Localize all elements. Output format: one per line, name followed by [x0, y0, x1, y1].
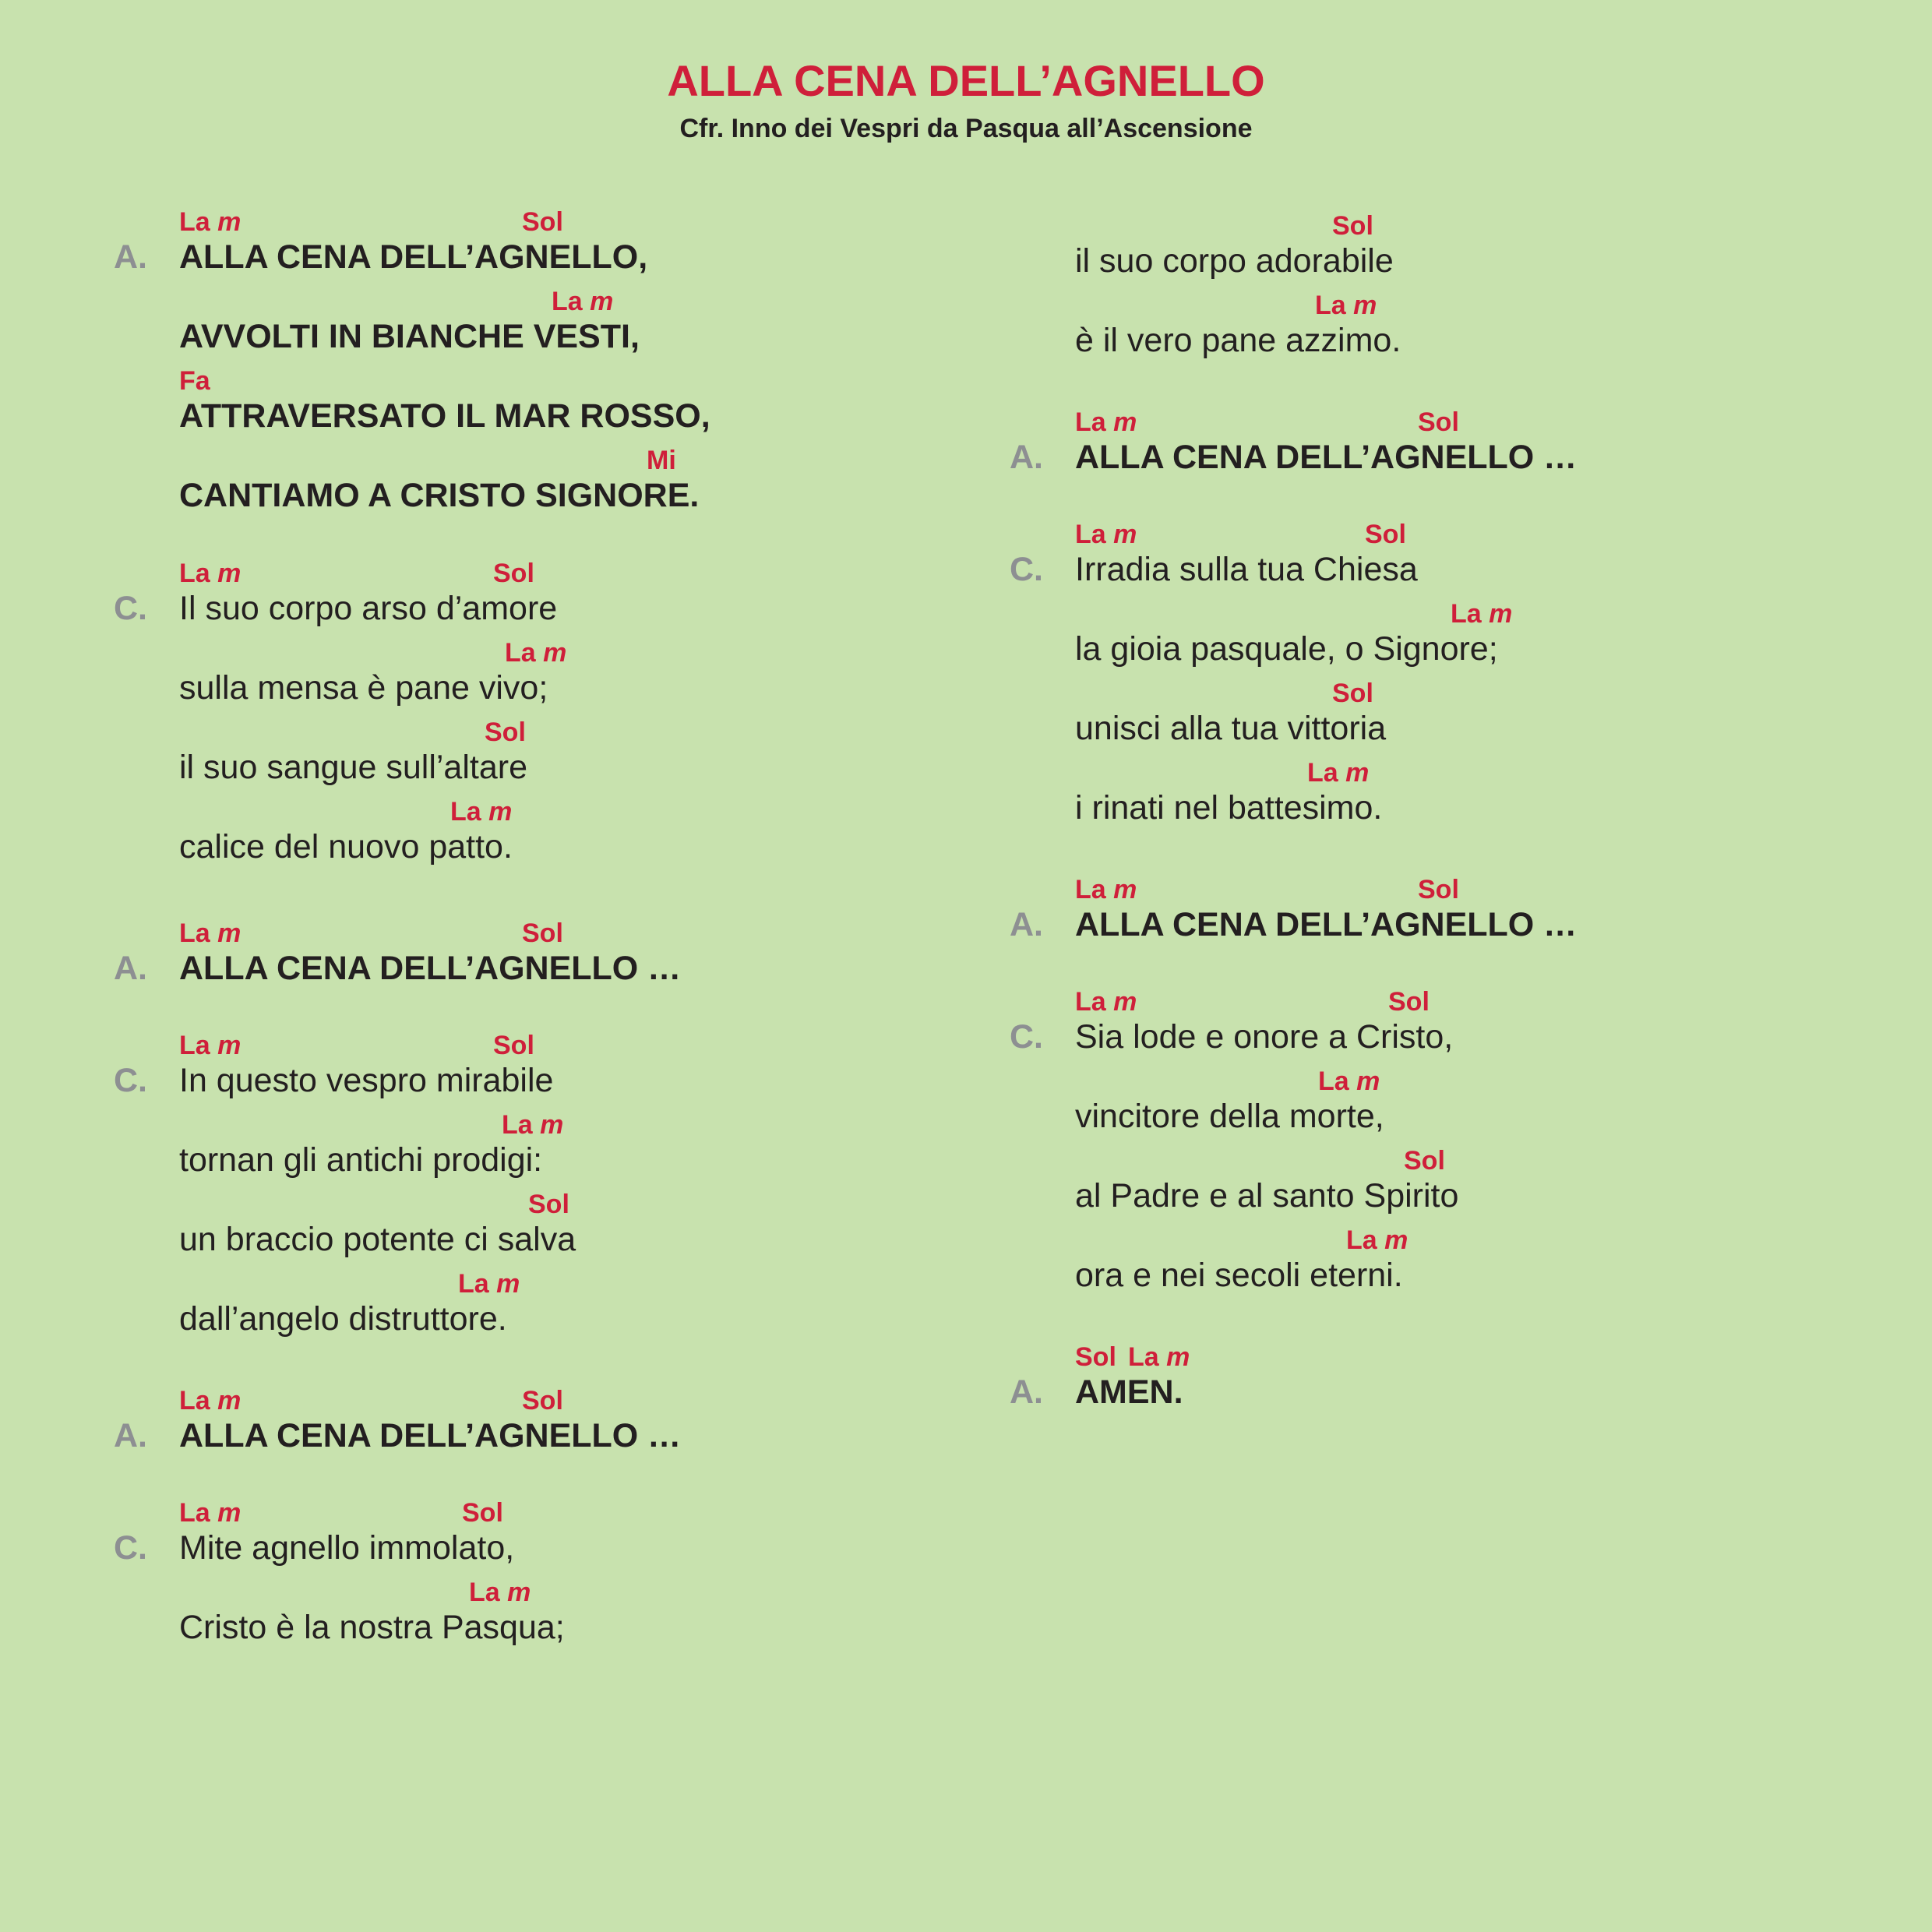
lyric-text: Mite agnello immolato, [179, 1529, 515, 1567]
chord-root: Sol [528, 1190, 569, 1219]
page-subtitle: Cfr. Inno dei Vespri da Pasqua all’Ascensione [679, 114, 1253, 143]
chord-minor: m [540, 1110, 564, 1140]
verse-marker: A. [114, 950, 147, 987]
chord [1332, 678, 1373, 709]
lyric-text: Il suo corpo arso d’amore [179, 590, 558, 627]
song-line [0, 1145, 1932, 1225]
chord-root: Sol [1418, 875, 1459, 904]
lyric-text: è il vero pane azzimo. [1075, 322, 1401, 359]
verse-marker: C. [114, 1062, 147, 1099]
chord [1128, 1341, 1190, 1373]
chord-root: La [1451, 599, 1482, 629]
chord-root: La [179, 559, 210, 588]
verse-marker: A. [1010, 439, 1043, 476]
chord [1418, 407, 1459, 438]
song-line [0, 986, 1932, 1066]
chord-root: La [505, 638, 536, 668]
chord [1365, 519, 1406, 550]
chord-minor: m [217, 559, 242, 588]
chord [1075, 407, 1137, 438]
chord-minor: m [1113, 520, 1137, 549]
chord-root: La [1318, 1066, 1349, 1096]
song-line [0, 407, 1932, 486]
chord-root: Sol [1365, 520, 1406, 549]
chord-root: La [502, 1110, 533, 1140]
lyric-text: In questo vespro mirabile [179, 1062, 554, 1099]
chord-minor: m [1113, 987, 1137, 1017]
chord-root: La [1075, 987, 1106, 1017]
chord-root: La [450, 797, 481, 827]
chord-root: La [1315, 291, 1346, 320]
chord-minor: m [217, 1031, 242, 1060]
chord-root: La [179, 1498, 210, 1528]
chord-minor: m [507, 1578, 531, 1607]
chord-root: Sol [462, 1498, 503, 1528]
chord-minor: m [1489, 599, 1513, 629]
verse-marker: C. [1010, 1018, 1043, 1056]
song-line [0, 290, 1932, 369]
chord-minor: m [590, 287, 614, 316]
chord-minor: m [496, 1269, 520, 1299]
chord-root: Fa [179, 366, 210, 396]
chord-root: Sol [485, 717, 526, 747]
chord [1388, 986, 1430, 1017]
lyric-text: unisci alla tua vittoria [1075, 710, 1387, 747]
verse-marker: A. [114, 1417, 147, 1454]
song-line [0, 1577, 1932, 1656]
lyric-text: ALLA CENA DELL’AGNELLO … [1075, 439, 1578, 476]
lyric-text: CANTIAMO A CRISTO SIGNORE. [179, 477, 700, 514]
chord-root: La [179, 918, 210, 948]
song-line [0, 210, 1932, 290]
lyric-text: al Padre e al santo Spirito [1075, 1177, 1459, 1215]
chord-root: La [1307, 758, 1338, 788]
lyric-text: il suo sangue sull’altare [179, 749, 527, 786]
lyric-text: un braccio potente ci salva [179, 1221, 576, 1258]
chord-root: Sol [1332, 679, 1373, 708]
chord [469, 1577, 531, 1608]
song-line [0, 757, 1932, 837]
lyric-text: ATTRAVERSATO IL MAR ROSSO, [179, 397, 710, 435]
chord [179, 1497, 241, 1528]
lyric-text: ALLA CENA DELL’AGNELLO … [179, 950, 682, 987]
chord-minor: m [217, 207, 242, 237]
chord-root: La [1075, 520, 1106, 549]
lyric-text: la gioia pasquale, o Signore; [1075, 630, 1498, 668]
chord-minor: m [1345, 758, 1370, 788]
lyric-text: ALLA CENA DELL’AGNELLO, [179, 238, 648, 276]
chord [1332, 210, 1373, 242]
lyric-text: Irradia sulla tua Chiesa [1075, 551, 1418, 588]
song-line [0, 519, 1932, 598]
lyric-text: AVVOLTI IN BIANCHE VESTI, [179, 318, 640, 355]
song-line [0, 598, 1932, 678]
lyric-text: i rinati nel battesimo. [1075, 789, 1383, 827]
chord-root: La [179, 1386, 210, 1416]
chord-minor: m [1113, 875, 1137, 904]
chord-root: Mi [647, 446, 676, 475]
chord [1318, 1066, 1380, 1097]
lyric-text: vincitore della morte, [1075, 1098, 1384, 1135]
chord [1418, 874, 1459, 905]
chord [462, 1497, 503, 1528]
verse-marker: C. [114, 1529, 147, 1567]
chord-minor: m [217, 1386, 242, 1416]
verse-marker: A. [114, 238, 147, 276]
chord [1451, 598, 1512, 629]
lyric-text: tornan gli antichi prodigi: [179, 1141, 543, 1179]
chord-root: La [179, 207, 210, 237]
lyric-text: sulla mensa è pane vivo; [179, 669, 548, 707]
chord-root: Sol [522, 1386, 563, 1416]
chord-root: La [1128, 1342, 1159, 1372]
lyric-text: il suo corpo adorabile [1075, 242, 1394, 280]
chord-root: Sol [1418, 407, 1459, 437]
chord-root: La [1346, 1225, 1377, 1255]
chord-minor: m [1113, 407, 1137, 437]
lyric-text: Cristo è la nostra Pasqua; [179, 1609, 565, 1646]
verse-marker: A. [1010, 906, 1043, 943]
chord-root: Sol [522, 918, 563, 948]
chord-root: La [552, 287, 583, 316]
chord-minor: m [217, 1498, 242, 1528]
chord-minor: m [1356, 1066, 1380, 1096]
chord-root: La [1075, 407, 1106, 437]
chord [1075, 519, 1137, 550]
lyric-text: ALLA CENA DELL’AGNELLO … [1075, 906, 1578, 943]
lyric-text: ALLA CENA DELL’AGNELLO … [179, 1417, 682, 1454]
chord [1346, 1225, 1408, 1256]
chord-root: Sol [1332, 211, 1373, 241]
chord-minor: m [488, 797, 513, 827]
chord-root: La [469, 1578, 500, 1607]
chord [1307, 757, 1369, 788]
chord-minor: m [217, 918, 242, 948]
verse-marker: A. [1010, 1373, 1043, 1411]
chord [1315, 290, 1377, 321]
song-line [0, 1341, 1932, 1421]
lyric-text: ora e nei secoli eterni. [1075, 1257, 1403, 1294]
chord-minor: m [1166, 1342, 1190, 1372]
chord [1404, 1145, 1445, 1176]
chord-minor: m [1353, 291, 1377, 320]
verse-marker: C. [1010, 551, 1043, 588]
chord-root: Sol [1404, 1146, 1445, 1176]
lyric-text: calice del nuovo patto. [179, 828, 513, 866]
chord-root: Sol [493, 1031, 534, 1060]
chord-root: Sol [522, 207, 563, 237]
chord [179, 365, 210, 397]
lyric-text: AMEN. [1075, 1373, 1183, 1411]
chord [1075, 874, 1137, 905]
song-line [0, 1497, 1932, 1577]
chord-root: La [1075, 875, 1106, 904]
verse-marker: C. [114, 590, 147, 627]
page-title: ALLA CENA DELL’AGNELLO [667, 56, 1265, 105]
lyric-text: Sia lode e onore a Cristo, [1075, 1018, 1454, 1056]
chord-root: Sol [1388, 987, 1430, 1017]
song-line [0, 678, 1932, 757]
chord [1075, 986, 1137, 1017]
song-line [0, 1225, 1932, 1304]
chord-root: Sol [493, 559, 534, 588]
chord-minor: m [543, 638, 567, 668]
chord-minor: m [1384, 1225, 1408, 1255]
chord-root: La [458, 1269, 489, 1299]
chord-root: Sol [1075, 1342, 1116, 1372]
chord [1075, 1341, 1116, 1373]
lyric-text: dall’angelo distruttore. [179, 1300, 507, 1338]
song-line [0, 1066, 1932, 1145]
chord-root: La [179, 1031, 210, 1060]
song-line [0, 874, 1932, 954]
